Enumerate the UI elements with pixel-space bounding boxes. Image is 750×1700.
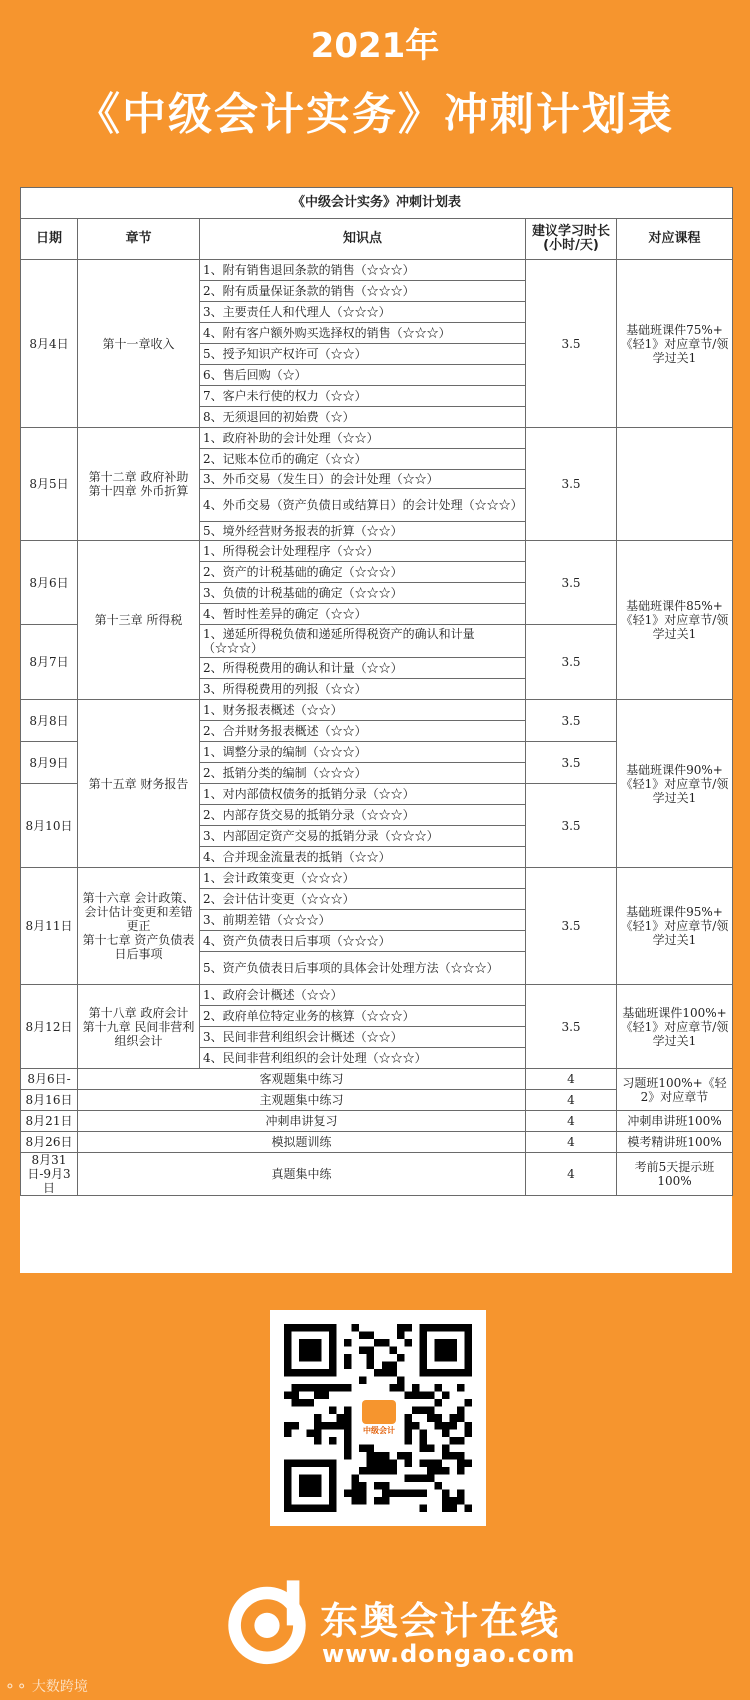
plan-sheet <box>20 187 732 1273</box>
topic-cell: 1、附有销售退回条款的销售（☆☆☆） <box>200 260 526 281</box>
table-row <box>21 1153 733 1196</box>
header-title: 《中级会计实务》冲刺计划表 <box>76 89 674 140</box>
header-course: 对应课程 <box>617 219 733 260</box>
topic-cell: 8、无须退回的初始费（☆） <box>200 407 526 428</box>
topic-cell: 2、附有质量保证条款的销售（☆☆☆） <box>200 281 526 302</box>
date-cell: 8月26日 <box>21 1132 78 1153</box>
topic-cell: 1、财务报表概述（☆☆） <box>200 700 526 721</box>
task-cell: 客观题集中练习 <box>78 1069 526 1090</box>
plan-body <box>21 260 733 1196</box>
brand-url: www.dongao.com <box>322 1640 576 1668</box>
course-cell: 基础班课件85%+《轻1》对应章节/领学过关1 <box>617 541 733 700</box>
topic-cell: 5、资产负债表日后事项的具体会计处理方法（☆☆☆） <box>200 952 526 985</box>
watermark-icon: ⚬⚬ <box>4 1679 28 1695</box>
hours-cell: 3.5 <box>526 985 617 1069</box>
topic-cell: 2、合并财务报表概述（☆☆） <box>200 721 526 742</box>
topic-cell: 6、售后回购（☆） <box>200 365 526 386</box>
table-row <box>21 1132 733 1153</box>
topic-cell: 1、递延所得税负债和递延所得税资产的确认和计量（☆☆☆） <box>200 625 526 658</box>
course-cell: 基础班课件75%+《轻1》对应章节/领学过关1 <box>617 260 733 428</box>
topic-cell: 4、暂时性差异的确定（☆☆） <box>200 604 526 625</box>
date-cell: 8月9日 <box>21 742 78 784</box>
course-cell: 考前5天提示班100% <box>617 1153 733 1196</box>
topic-cell: 5、授予知识产权许可（☆☆） <box>200 344 526 365</box>
header-date: 日期 <box>21 219 78 260</box>
qr-center-label: 中级会计 <box>363 1426 395 1435</box>
course-cell: 基础班课件100%+《轻1》对应章节/领学过关1 <box>617 985 733 1069</box>
hours-cell: 3.5 <box>526 260 617 428</box>
table-row <box>21 541 733 562</box>
topic-cell: 1、调整分录的编制（☆☆☆） <box>200 742 526 763</box>
date-cell: 8月16日 <box>21 1090 78 1111</box>
hours-cell: 4 <box>526 1132 617 1153</box>
hours-cell: 3.5 <box>526 625 617 700</box>
topic-cell: 4、合并现金流量表的抵销（☆☆） <box>200 847 526 868</box>
hours-cell: 3.5 <box>526 742 617 784</box>
plan-table <box>20 187 733 1196</box>
course-cell: 冲刺串讲班100% <box>617 1111 733 1132</box>
qr-center-logo <box>358 1396 400 1438</box>
table-row <box>21 1111 733 1132</box>
topic-cell: 1、会计政策变更（☆☆☆） <box>200 868 526 889</box>
chapter-cell: 第十三章 所得税 <box>78 541 200 700</box>
topic-cell: 2、会计估计变更（☆☆☆） <box>200 889 526 910</box>
topic-cell: 2、政府单位特定业务的核算（☆☆☆） <box>200 1006 526 1027</box>
chapter-cell: 第十一章收入 <box>78 260 200 428</box>
task-cell: 真题集中练 <box>78 1153 526 1196</box>
date-cell: 8月4日 <box>21 260 78 428</box>
header-year: 2021年 <box>310 26 440 66</box>
topic-cell: 4、民间非营利组织的会计处理（☆☆☆） <box>200 1048 526 1069</box>
topic-cell: 4、资产负债表日后事项（☆☆☆） <box>200 931 526 952</box>
topic-cell: 1、对内部债权债务的抵销分录（☆☆） <box>200 784 526 805</box>
date-cell: 8月5日 <box>21 428 78 541</box>
hours-cell: 4 <box>526 1069 617 1090</box>
topic-cell: 5、境外经营财务报表的折算（☆☆） <box>200 522 526 541</box>
hours-cell: 3.5 <box>526 541 617 625</box>
task-cell: 主观题集中练习 <box>78 1090 526 1111</box>
date-cell: 8月6日 <box>21 541 78 625</box>
header-chapter: 章节 <box>78 219 200 260</box>
date-cell: 8月7日 <box>21 625 78 700</box>
table-row <box>21 700 733 721</box>
date-cell: 8月8日 <box>21 700 78 742</box>
topic-cell: 3、所得税费用的列报（☆☆） <box>200 679 526 700</box>
chapter-cell: 第十五章 财务报告 <box>78 700 200 868</box>
watermark-text: 大数跨境 <box>31 1679 88 1695</box>
date-cell: 8月10日 <box>21 784 78 868</box>
topic-cell: 1、政府会计概述（☆☆） <box>200 985 526 1006</box>
qr-code <box>270 1310 486 1526</box>
hours-cell: 4 <box>526 1111 617 1132</box>
brand-logo-icon <box>222 1575 312 1665</box>
topic-cell: 2、资产的计税基础的确定（☆☆☆） <box>200 562 526 583</box>
task-cell: 模拟题训练 <box>78 1132 526 1153</box>
watermark <box>4 1676 88 1696</box>
topic-cell: 3、前期差错（☆☆☆） <box>200 910 526 931</box>
course-cell <box>617 428 733 541</box>
table-row <box>21 260 733 281</box>
task-cell: 冲刺串讲复习 <box>78 1111 526 1132</box>
table-caption: 《中级会计实务》冲刺计划表 <box>21 188 733 219</box>
course-cell: 基础班课件95%+《轻1》对应章节/领学过关1 <box>617 868 733 985</box>
hours-cell: 3.5 <box>526 868 617 985</box>
hours-cell: 4 <box>526 1090 617 1111</box>
date-cell: 8月11日 <box>21 868 78 985</box>
table-row <box>21 1069 733 1090</box>
hours-cell: 3.5 <box>526 700 617 742</box>
brand-name: 东奥会计在线 <box>320 1599 561 1643</box>
topic-cell: 2、抵销分类的编制（☆☆☆） <box>200 763 526 784</box>
table-row <box>21 985 733 1006</box>
topic-cell: 2、所得税费用的确认和计量（☆☆） <box>200 658 526 679</box>
hours-cell: 4 <box>526 1153 617 1196</box>
topic-cell: 3、负债的计税基础的确定（☆☆☆） <box>200 583 526 604</box>
header-hours: 建议学习时长(小时/天) <box>526 219 617 260</box>
topic-cell: 1、所得税会计处理程序（☆☆） <box>200 541 526 562</box>
hours-cell: 3.5 <box>526 784 617 868</box>
topic-cell: 7、客户未行使的权力（☆☆） <box>200 386 526 407</box>
hours-cell: 3.5 <box>526 428 617 541</box>
topic-cell: 4、附有客户额外购买选择权的销售（☆☆☆） <box>200 323 526 344</box>
date-cell: 8月31日-9月3日 <box>21 1153 78 1196</box>
date-cell: 8月21日 <box>21 1111 78 1132</box>
topic-cell: 3、外币交易（发生日）的会计处理（☆☆） <box>200 470 526 489</box>
table-row <box>21 428 733 449</box>
table-row <box>21 868 733 889</box>
course-cell: 习题班100%+《轻2》对应章节 <box>617 1069 733 1111</box>
topic-cell: 3、民间非营利组织会计概述（☆☆） <box>200 1027 526 1048</box>
course-cell: 基础班课件90%+《轻1》对应章节/领学过关1 <box>617 700 733 868</box>
topic-cell: 2、内部存货交易的抵销分录（☆☆☆） <box>200 805 526 826</box>
course-cell: 模考精讲班100% <box>617 1132 733 1153</box>
topic-cell: 2、记账本位币的确定（☆☆） <box>200 449 526 470</box>
topic-cell: 3、内部固定资产交易的抵销分录（☆☆☆） <box>200 826 526 847</box>
chapter-cell: 第十八章 政府会计 第十九章 民间非营利组织会计 <box>78 985 200 1069</box>
topic-cell: 4、外币交易（资产负债日或结算日）的会计处理（☆☆☆） <box>200 489 526 522</box>
date-cell: 8月12日 <box>21 985 78 1069</box>
header-topic: 知识点 <box>200 219 526 260</box>
date-cell: 8月6日- <box>21 1069 78 1090</box>
topic-cell: 1、政府补助的会计处理（☆☆） <box>200 428 526 449</box>
chapter-cell: 第十六章 会计政策、会计估计变更和差错更正 第十七章 资产负债表日后事项 <box>78 868 200 985</box>
chapter-cell: 第十二章 政府补助 第十四章 外币折算 <box>78 428 200 541</box>
topic-cell: 3、主要责任人和代理人（☆☆☆） <box>200 302 526 323</box>
